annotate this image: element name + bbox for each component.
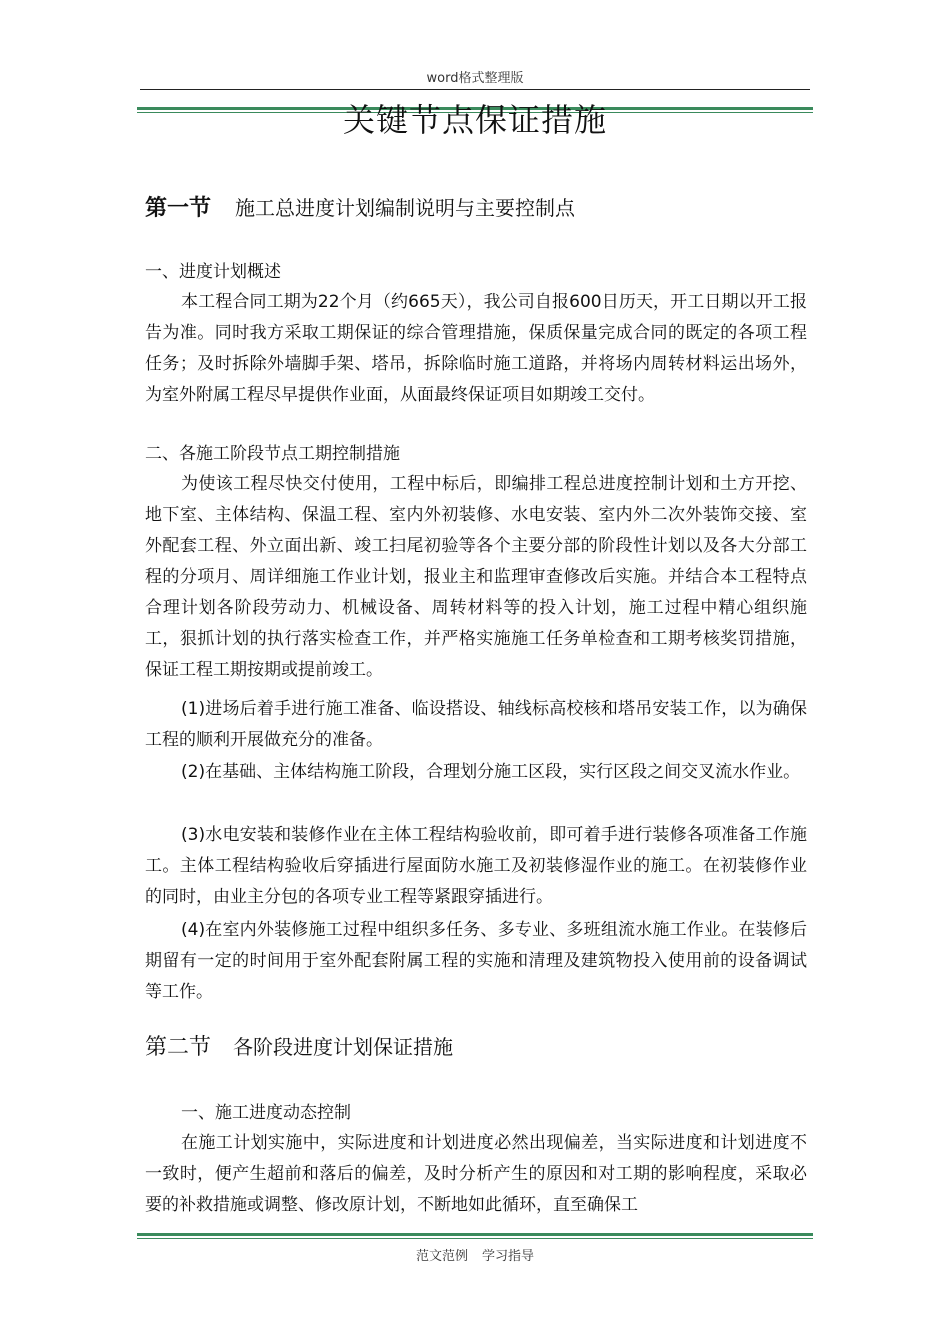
section-2-sub-1-heading: 一、施工进度动态控制: [181, 1103, 351, 1123]
header-divider: [140, 89, 810, 90]
section-1-sub-2-paragraph-2: (1)进场后着手进行施工准备、临设搭设、轴线标高校核和塔吊安装工作，以为确保工程的顺利开展做充分的准备。: [145, 699, 807, 750]
document-title: 关键节点保证措施: [342, 101, 607, 139]
footer-left-text: 范文范例: [415, 1249, 468, 1264]
section-1-sub-1-paragraph-1: 本工程合同工期为22个月（约665天），我公司自报600日历天，开工日期以开工报告为准。同时我方采取工期保证的综合管理措施，保质保量完成合同的既定的各项工程任务；及时拆除外墙脚手架、塔吊，拆除临时施工道路，并将场内周转材料运出场外，为室外附属工程尽早提供作业面，从面最终保证项目如期竣工交付。: [145, 292, 807, 405]
section-2-heading: [145, 1032, 810, 1064]
section-1-number: 第一节: [145, 196, 212, 221]
section-1-title: 施工总进度计划编制说明与主要控制点: [235, 196, 576, 220]
section-1-sub-2-paragraph-5: (4)在室内外装修施工过程中组织多任务、多专业、多班组流水施工作业。在装修后期留有一定的时间用于室外配套附属工程的实施和清理及建筑物投入使用前的设备调试等工作。: [145, 920, 807, 1002]
section-1-heading: [145, 193, 810, 225]
page-footer: [140, 1248, 810, 1266]
section-1-sub-2-heading: 二、各施工阶段节点工期控制措施: [145, 444, 400, 464]
section-1-sub-2-paragraph-4: (3)水电安装和装修作业在主体工程结构验收前，即可着手进行装修各项准备工作施工。主体工程结构验收后穿插进行屋面防水施工及初装修湿作业的施工。在初装修作业的同时，由业主分包的各项专业工程等紧跟穿插进行。: [145, 825, 807, 907]
section-2-title: 各阶段进度计划保证措施: [233, 1035, 454, 1059]
page-header: word格式整理版: [426, 71, 524, 86]
bottom-green-rule: [137, 1233, 813, 1236]
bottom-green-rule-thin: [137, 1238, 813, 1239]
section-1-sub-2-paragraph-1: 为使该工程尽快交付使用，工程中标后，即编排工程总进度控制计划和土方开挖、地下室、主体结构、保温工程、室内外初装修、水电安装、室内外二次外装饰交接、室外配套工程、外立面出新、竣工扫尾初验等各个主要分部的阶段性计划以及各大分部工程的分项月、周详细施工作业计划，报业主和监理审查修改后实施。并结合本工程特点合理计划各阶段劳动力、机械设备、周转材料等的投入计划，施工过程中精心组织施工，狠抓计划的执行落实检查工作，并严格实施施工任务单检查和工期考核奖罚措施，保证工程工期按期或提前竣工。: [145, 474, 807, 680]
section-1-sub-2-paragraph-3: (2)在基础、主体结构施工阶段，合理划分施工区段，实行区段之间交叉流水作业。: [181, 762, 801, 782]
section-2-number: 第二节: [145, 1035, 212, 1060]
section-2-sub-1-paragraph-1: 在施工计划实施中，实际进度和计划进度必然出现偏差，当实际进度和计划进度不一致时，便产生超前和落后的偏差，及时分析产生的原因和对工期的影响程度，采取必要的补救措施或调整、修改原计划，不断地如此循环，直至确保工: [145, 1133, 807, 1215]
section-1-sub-1-heading: 一、进度计划概述: [145, 262, 281, 282]
footer-right-text: 学习指导: [482, 1249, 535, 1264]
